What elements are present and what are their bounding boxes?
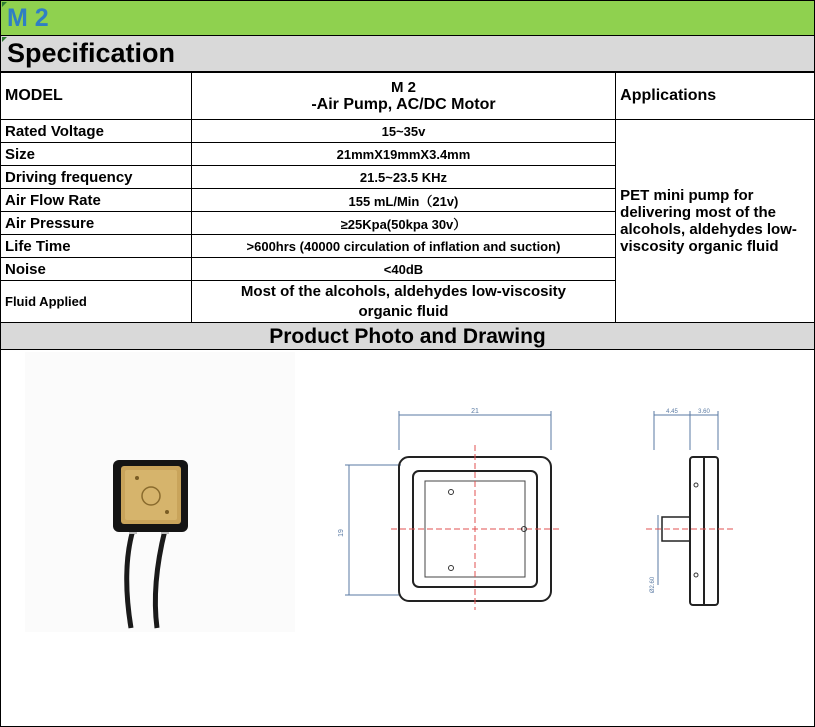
dim-width: 21 [471, 408, 479, 415]
spec-label: Rated Voltage [1, 120, 192, 143]
product-photo [25, 352, 295, 632]
spec-label: Air Flow Rate [1, 189, 192, 212]
spec-label: Air Pressure [1, 212, 192, 235]
fluid-label: Fluid Applied [1, 281, 192, 323]
spec-label: Size [1, 143, 192, 166]
dim-side-b: 3.60 [698, 409, 710, 415]
spec-value: >600hrs (40000 circulation of inflation and suction) [191, 235, 615, 258]
dim-side-a: 4.45 [666, 409, 678, 415]
front-drawing [331, 405, 571, 615]
side-drawing [646, 405, 746, 615]
applications-line: PET mini pump for [620, 187, 754, 204]
applications-line: viscosity organic fluid [620, 238, 779, 255]
model-value-line1: M 2 [390, 78, 416, 96]
photo-header [0, 322, 815, 350]
applications-line: alcohols, aldehydes low- [620, 221, 797, 238]
fluid-value [191, 281, 615, 323]
photo-area [0, 350, 815, 727]
applications-line: delivering most of the [620, 204, 777, 221]
applications-label: Applications [616, 73, 815, 120]
model-label: MODEL [1, 73, 192, 120]
spec-heading: Specification [7, 38, 176, 68]
model-value-line2: -Air Pump, AC/DC Motor [311, 95, 496, 113]
spec-value: 21mmX19mmX3.4mm [191, 143, 615, 166]
dim-height: 19 [338, 529, 345, 537]
dim-nozzle: Ø2.60 [650, 576, 656, 594]
spec-table [0, 72, 815, 323]
spec-value: 155 mL/Min（21v) [191, 189, 615, 212]
spec-value: 21.5~23.5 KHz [191, 166, 615, 189]
page-title: M 2 [7, 4, 49, 32]
spec-label: Driving frequency [1, 166, 192, 189]
fluid-value-line2: organic fluid [358, 302, 449, 320]
photo-heading: Product Photo and Drawing [269, 325, 546, 348]
table-row [1, 120, 815, 143]
applications-cell [616, 120, 815, 323]
spec-value: 15~35v [191, 120, 615, 143]
title-bar [0, 0, 815, 36]
table-row [1, 73, 815, 120]
spec-value: <40dB [191, 258, 615, 281]
fluid-value-line1: Most of the alcohols, aldehydes low-viscosity [240, 282, 566, 300]
spec-header [0, 36, 815, 72]
spec-label: Noise [1, 258, 192, 281]
spec-value: ≥25Kpa(50kpa 30v） [191, 212, 615, 235]
model-value [191, 73, 615, 120]
spec-label: Life Time [1, 235, 192, 258]
